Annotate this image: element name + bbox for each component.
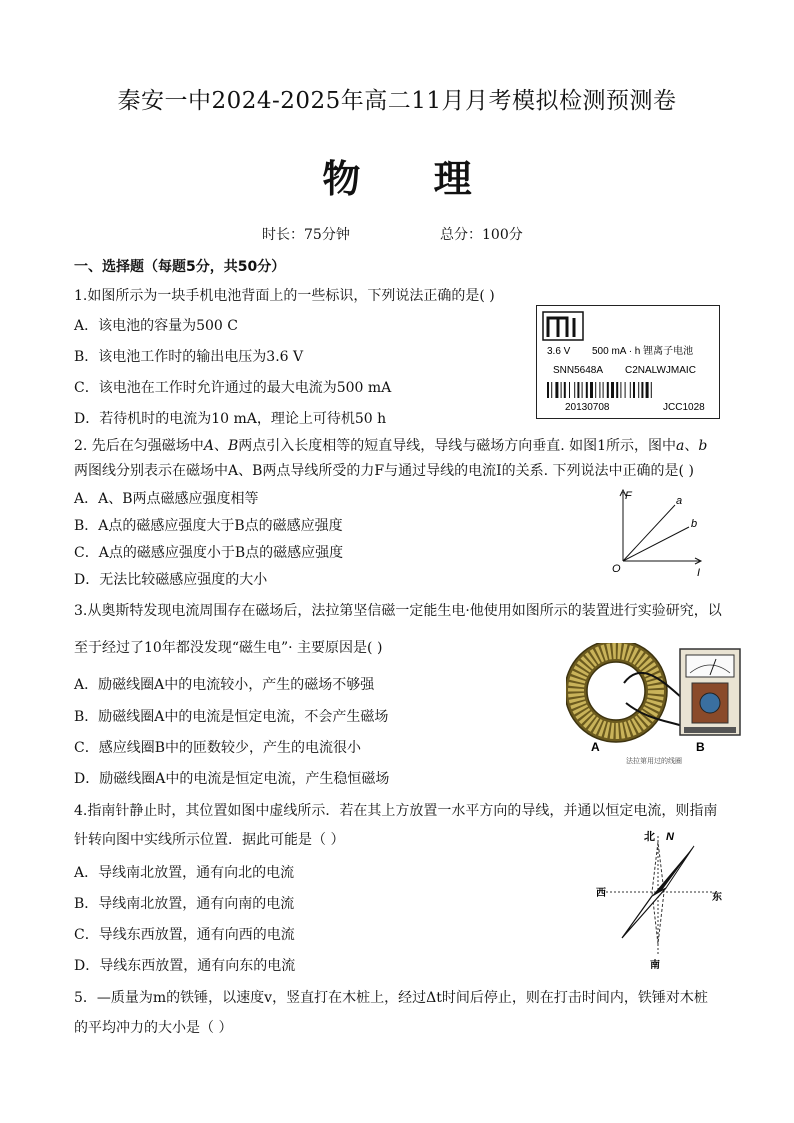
barcode-bar	[599, 382, 600, 398]
force-current-graph	[605, 486, 705, 578]
graph-line-b	[623, 527, 689, 561]
q1-option-c: C．该电池在工作时允许通过的最大电流为500 mA	[74, 380, 392, 396]
barcode-bar	[607, 382, 609, 398]
q2-option-b: B．A点的磁感应强度大于B点的磁感应强度	[74, 518, 343, 534]
barcode-bar	[641, 382, 643, 398]
exam-total-score: 总分：100分	[440, 227, 523, 243]
barcode-bar	[551, 382, 552, 398]
battery-sn: SNN5648A	[553, 365, 604, 376]
q1-stem: 1.如图所示为一块手机电池背面上的一些标识，下列说法正确的是( )	[74, 288, 495, 304]
barcode-bar	[564, 382, 566, 398]
q2-option-d: D．无法比较磁感应强度的大小	[74, 572, 268, 588]
q2-stem-line2: 两图线分别表示在磁场中A、B两点导线所受的力F与通过导线的电流I的关系. 下列说法中正确的是( )	[74, 463, 694, 479]
graph-a-label: a	[676, 495, 683, 507]
q3-stem-line2: 至于经过了10年都没发现“磁生电”· 主要原因是( )	[74, 640, 383, 656]
q1-option-a: A．该电池的容量为500 C	[74, 318, 238, 334]
battery-voltage: 3.6 V	[547, 346, 571, 357]
battery-label-figure	[536, 305, 720, 419]
barcode-bar	[630, 382, 631, 398]
battery-capacity: 500 mA · h 锂离子电池	[592, 346, 694, 357]
battery-label-graphic	[537, 306, 718, 417]
compass-east-label: 东	[712, 892, 722, 903]
barcode-bar	[577, 382, 579, 398]
exam-duration: 时长：75分钟	[262, 227, 350, 243]
barcode-bar	[586, 382, 588, 398]
barcode-bar	[625, 382, 626, 398]
q5-stem-line2: 的平均冲力的大小是（ ）	[74, 1020, 233, 1036]
barcode-bar	[582, 382, 583, 398]
q4-option-d: D．导线东西放置，通有向东的电流	[74, 958, 296, 974]
barcode-bar	[651, 382, 652, 398]
barcode-bar	[646, 382, 649, 398]
barcode-bar	[569, 382, 570, 398]
section-heading: 一、选择题（每题5分，共50分）	[74, 259, 286, 275]
q3-option-b: B．励磁线圈A中的电流是恒定电流，不会产生磁场	[74, 709, 389, 725]
compass-north-label: 北	[644, 831, 655, 843]
barcode-bar	[611, 382, 614, 398]
q1-option-b: B．该电池工作时的输出电压为3.6 V	[74, 349, 304, 365]
battery-date: 20130708	[565, 402, 610, 413]
q3-stem-line1: 3.从奥斯特发现电流周围存在磁场后，法拉第坚信磁一定能生电·他使用如图所示的装置进行实验研究，以	[74, 603, 722, 619]
barcode-bar	[574, 382, 575, 398]
q2-stem-line1: 2. 先后在匀强磁场中A、B两点引入长度相等的短直导线，导线与磁场方向垂直. 如图1所示，图中a、b	[74, 438, 708, 454]
graph-origin: O	[612, 563, 621, 575]
q4-stem-line1: 4.指南针静止时，其位置如图中虚线所示．若在其上方放置一水平方向的导线，并通以恒定电流，则指南	[74, 803, 718, 819]
battery-code: C2NALWJMAIC	[625, 365, 696, 376]
graph-line-a	[623, 505, 675, 561]
q5-stem-line1: 5．—质量为m的铁锤，以速度v，竖直打在木桩上，经过Δt时间后停止，则在打击时间内，铁锤对木桩	[74, 990, 708, 1006]
barcode-bar	[590, 382, 593, 398]
compass-west-label: 西	[596, 888, 606, 899]
figure-caption: 法拉第用过的线圈	[626, 758, 682, 765]
graph-b-label: b	[691, 518, 698, 530]
barcode-bar	[603, 382, 604, 398]
barcode-bar	[547, 382, 549, 398]
compass-n-label: N	[666, 831, 674, 843]
compass-figure	[594, 828, 724, 973]
q4-option-a: A．导线南北放置，通有向北的电流	[74, 865, 295, 881]
barcode-bar	[638, 382, 639, 398]
barcode-bar	[633, 382, 635, 398]
q3-option-d: D．励磁线圈A中的电流是恒定电流，产生稳恒磁场	[74, 771, 390, 787]
barcode-bar	[595, 382, 596, 398]
q2-option-a: A．A、B两点磁感应强度相等	[74, 491, 259, 507]
q1-option-d: D．若待机时的电流为10 mA，理论上可待机50 h	[74, 411, 387, 427]
coil-label-a: A	[591, 740, 600, 754]
barcode-bar	[620, 382, 621, 398]
battery-batch: JCC1028	[663, 402, 705, 413]
q4-option-b: B．导线南北放置，通有向南的电流	[74, 896, 295, 912]
faraday-coil-figure	[566, 643, 746, 768]
barcode-bar	[616, 382, 618, 398]
q2-option-c: C．A点的磁感应强度小于B点的磁感应强度	[74, 545, 344, 561]
compass-south-label: 南	[650, 960, 660, 971]
exam-title: 秦安一中2024-2025年高二11月月考模拟检测预测卷	[117, 88, 677, 114]
barcode-bar	[555, 382, 558, 398]
graph-x-label: I	[697, 567, 701, 578]
subject-title: 物 理	[322, 157, 502, 201]
q3-option-c: C．感应线圈B中的匝数较少，产生的电流很小	[74, 740, 361, 756]
q3-option-a: A．励磁线圈A中的电流较小，产生的磁场不够强	[74, 677, 375, 693]
q4-stem-line2: 针转向图中实线所示位置．据此可能是（ ）	[74, 832, 345, 848]
mi-logo	[543, 312, 583, 340]
graph-y-label: F	[625, 490, 632, 502]
coil-ring	[566, 643, 667, 742]
barcode-bar	[561, 382, 562, 398]
q4-option-c: C．导线东西放置，通有向西的电流	[74, 927, 295, 943]
galvanometer	[680, 649, 740, 735]
barcode	[547, 382, 652, 398]
coil-label-b: B	[696, 740, 705, 754]
